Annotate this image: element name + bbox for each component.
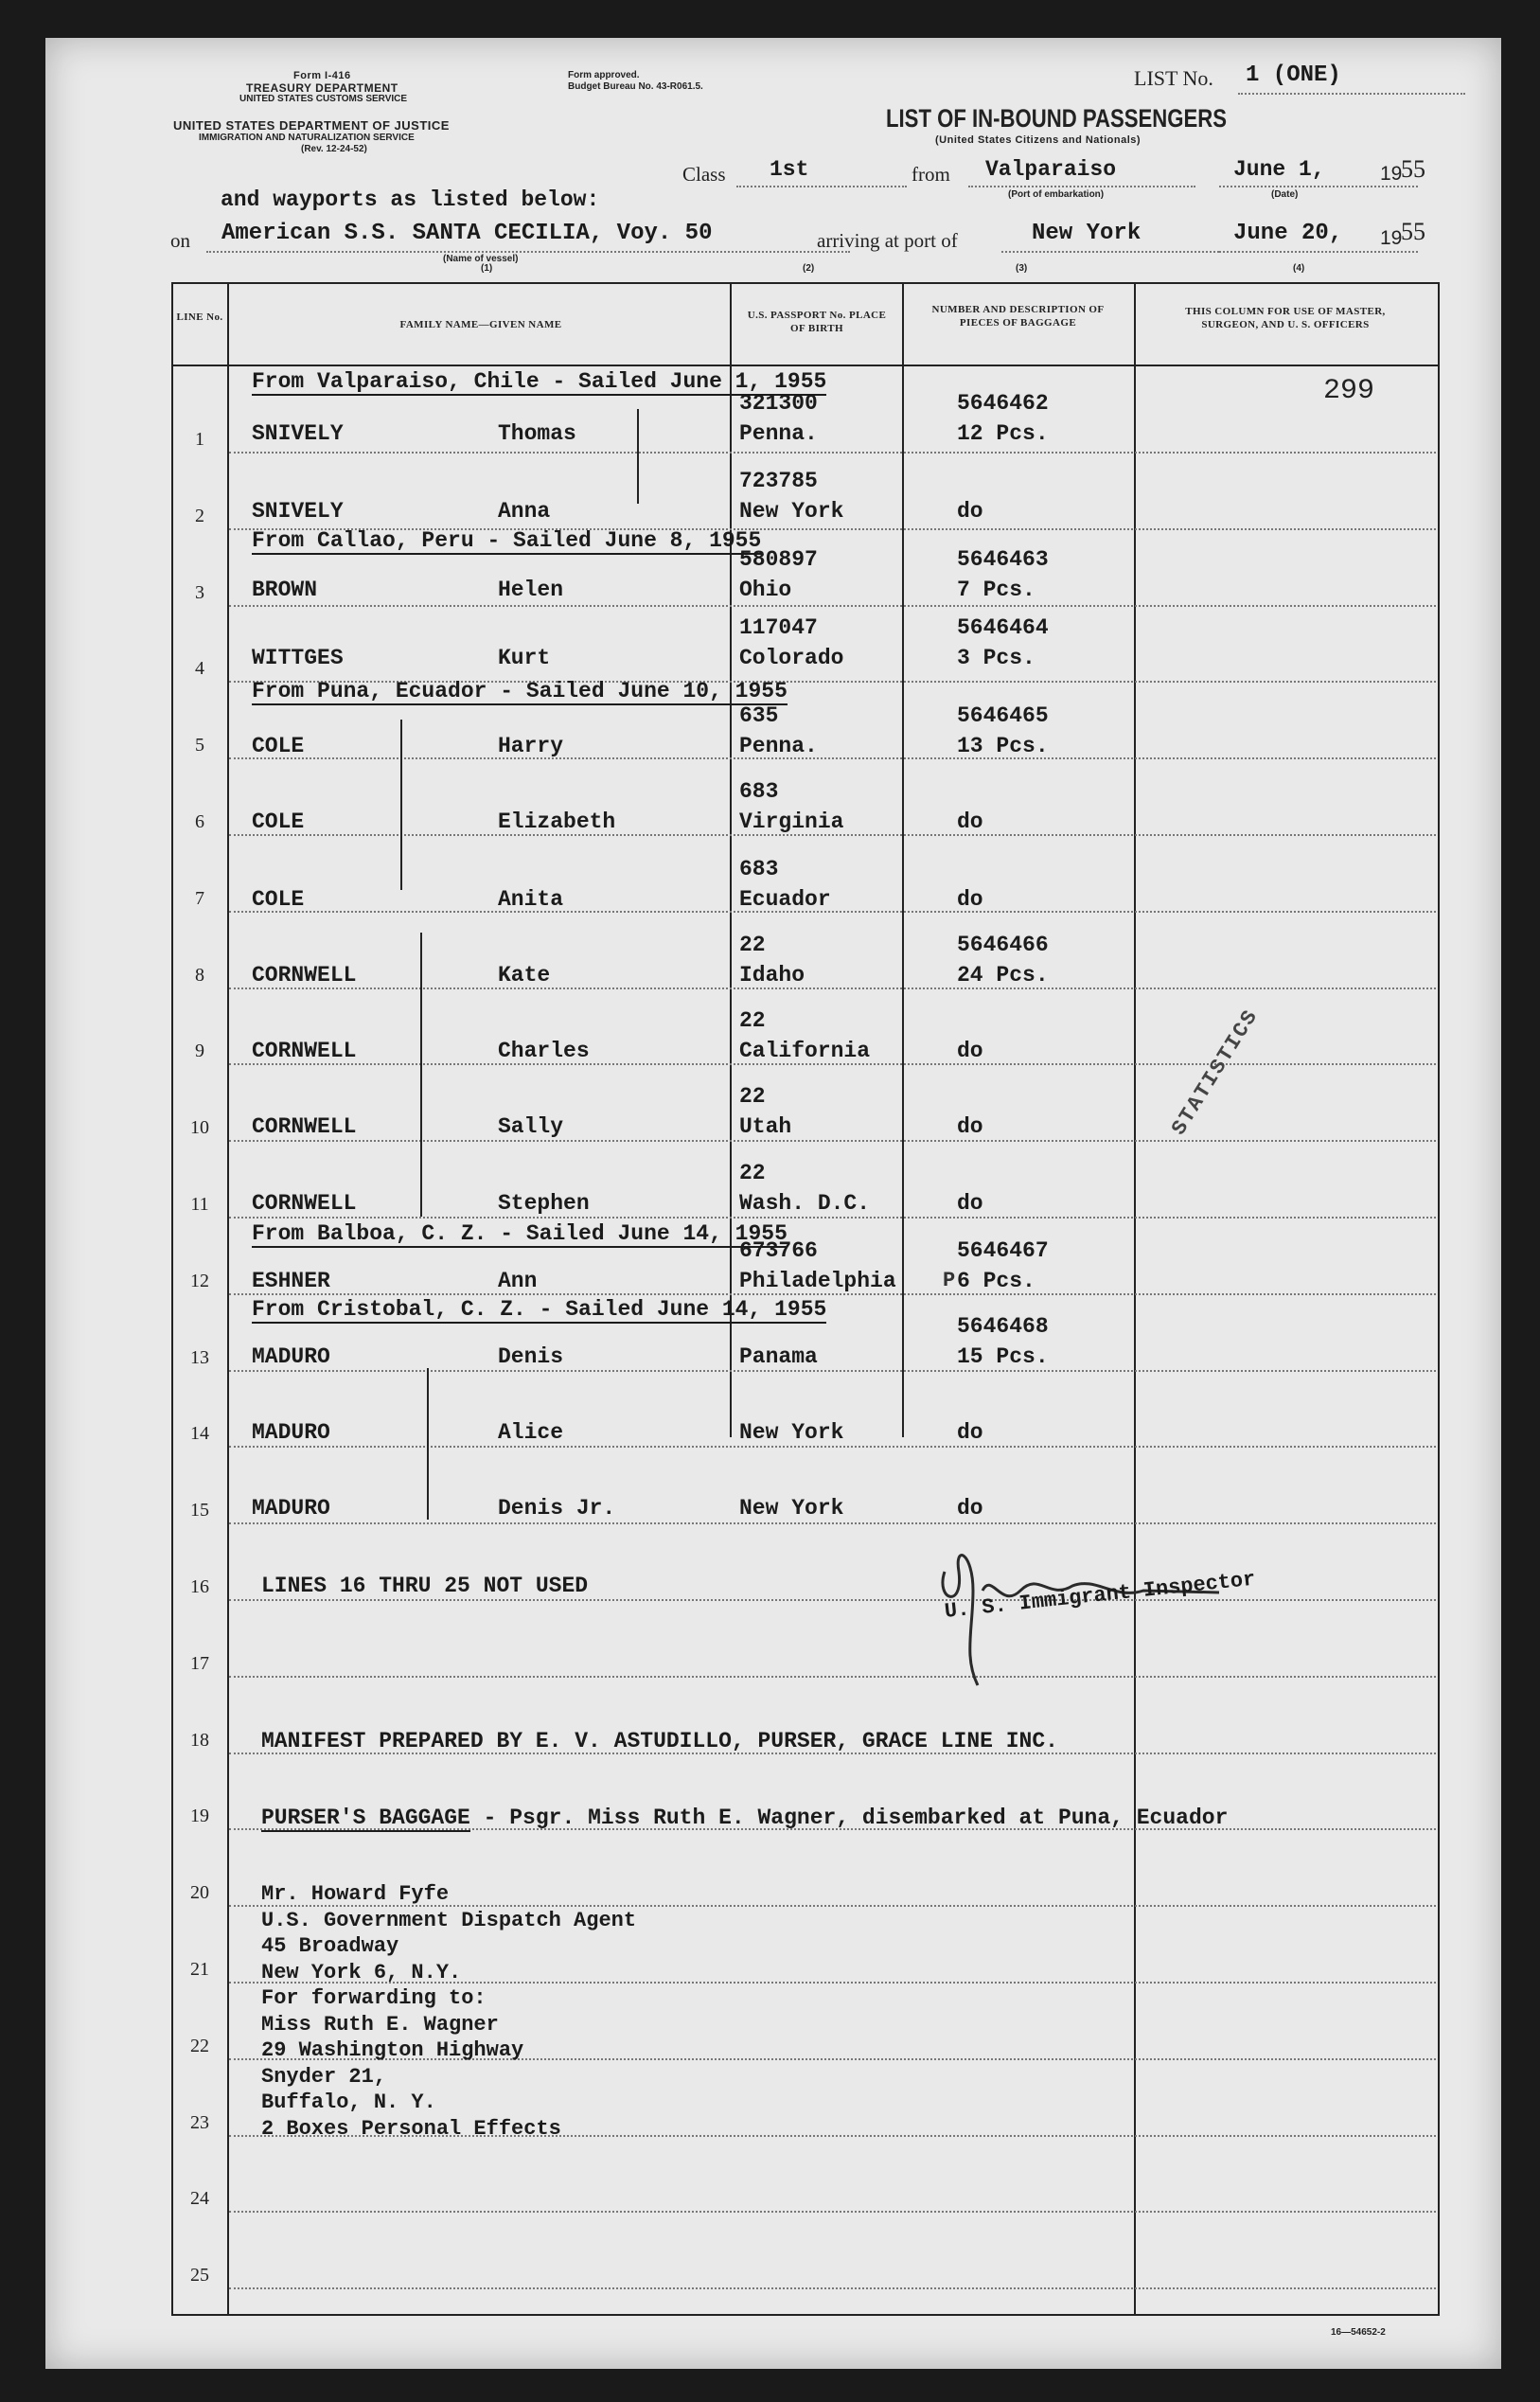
passenger-baggage: 12 Pcs. [957,421,1049,446]
passenger-baggage: 13 Pcs. [957,734,1049,758]
line-number: 9 [195,1041,204,1062]
passenger-birthplace: Colorado [739,646,844,670]
port-caption: (Port of embarkation) [1008,189,1105,200]
date-embarkation: June 1, [1233,157,1325,182]
address-line: Snyder 21, [261,2064,387,2089]
passenger-baggage: 3 Pcs. [957,646,1036,670]
officer-number: 299 [1323,375,1375,407]
line-number: 23 [190,2111,209,2133]
passenger-birthplace: Utah [739,1114,792,1139]
line-number: 15 [190,1500,209,1521]
passenger-passport: 723785 [739,469,818,493]
date-year: 55 [1401,155,1425,183]
passenger-given-name: Alice [498,1420,564,1445]
vessel-name: American S.S. SANTA CECILIA, Voy. 50 [221,221,713,246]
row-line [229,1446,1436,1448]
arrival-year: 55 [1401,218,1425,245]
list-no-value: 1 (ONE) [1246,62,1341,88]
arrival-year-prefix: 19 [1380,227,1403,249]
passenger-family-name: COLE [252,887,305,912]
passenger-baggage-number: 5646466 [957,933,1049,957]
passenger-family-name: CORNWELL [252,1191,357,1216]
row-line [229,834,1436,836]
line-number: 1 [195,429,204,450]
bracket-snively [637,409,639,504]
col-header-name: FAMILY NAME—GIVEN NAME [399,319,562,330]
bracket-cole [400,720,402,890]
passenger-baggage: do [957,1496,983,1521]
passenger-passport: 683 [739,779,779,804]
passenger-given-name: Thomas [498,421,576,446]
line-number: 6 [195,811,204,832]
budget-bureau: Budget Bureau No. 43-R061.5. [568,81,703,92]
row-line [229,2211,1436,2213]
doj: UNITED STATES DEPARTMENT OF JUSTICE [173,118,450,133]
address-line: 2 Boxes Personal Effects [261,2116,561,2141]
line-number: 20 [190,1882,209,1904]
address-line: Mr. Howard Fyfe [261,1882,450,1906]
passenger-passport: 22 [739,1008,766,1033]
passenger-passport: 117047 [739,615,818,640]
caption-1: (1) [481,263,493,274]
passenger-birthplace: New York [739,1496,844,1521]
arrival-port: New York [1032,221,1142,246]
baggage-note-12: P [943,1269,956,1292]
section-callao: From Callao, Peru - Sailed June 8, 1955 [252,528,762,553]
address-line: Miss Ruth E. Wagner [261,2012,499,2037]
statistics-stamp: STATISTICS [1167,1005,1264,1140]
row-line [229,1140,1436,1142]
table-top-border [171,282,1440,284]
address-line: 29 Washington Highway [261,2038,524,2062]
form-approved: Form approved. [568,70,640,80]
row-line [229,1293,1436,1295]
line-number: 8 [195,964,204,986]
passenger-baggage: 15 Pcs. [957,1344,1049,1369]
passenger-birthplace: Philadelphia [739,1269,896,1293]
bracket-cornwell [420,933,422,1217]
passenger-passport: 580897 [739,547,818,572]
line-number: 16 [190,1576,209,1597]
row-line [229,2287,1436,2289]
passenger-passport: 683 [739,857,779,881]
line-number: 2 [195,505,204,526]
table-bottom-border [171,2314,1440,2316]
passenger-baggage: 24 Pcs. [957,963,1049,987]
table-header-border [171,365,1440,366]
passenger-given-name: Elizabeth [498,810,616,834]
row-line [229,605,1436,607]
passenger-baggage-number: 5646463 [957,547,1049,572]
passenger-family-name: COLE [252,734,305,758]
row-line [229,1063,1436,1065]
passenger-birthplace: Ohio [739,578,792,602]
passenger-family-name: ESHNER [252,1269,330,1293]
passenger-given-name: Ann [498,1269,538,1293]
address-line: 45 Broadway [261,1934,399,1958]
manifest-sheet [45,38,1501,2369]
passenger-baggage: do [957,1191,983,1216]
passenger-baggage-number: 5646467 [957,1238,1049,1263]
passenger-birthplace: Penna. [739,421,818,446]
passenger-birthplace: Ecuador [739,887,831,912]
passenger-family-name: CORNWELL [252,1114,357,1139]
passenger-given-name: Denis Jr. [498,1496,616,1521]
passenger-given-name: Stephen [498,1191,590,1216]
passenger-baggage: do [957,1114,983,1139]
address-line: Buffalo, N. Y. [261,2091,436,2114]
row-line [229,757,1436,759]
row-line [229,987,1436,989]
date-caption: (Date) [1271,189,1299,200]
passenger-family-name: COLE [252,810,305,834]
revision: (Rev. 12-24-52) [301,144,367,154]
passenger-passport: 22 [739,1161,766,1185]
row-line [229,911,1436,913]
document-subtitle: (United States Citizens and Nationals) [935,134,1142,146]
row-line [229,1370,1436,1372]
line-number: 18 [190,1729,209,1751]
passenger-given-name: Sally [498,1114,564,1139]
section-puna: From Puna, Ecuador - Sailed June 10, 1955 [252,679,788,703]
passenger-family-name: CORNWELL [252,1039,357,1063]
passenger-given-name: Denis [498,1344,564,1369]
passenger-family-name: CORNWELL [252,963,357,987]
passenger-baggage: 7 Pcs. [957,578,1036,602]
line-number: 7 [195,887,204,909]
line-number: 21 [190,1959,209,1980]
passenger-birthplace: Virginia [739,810,844,834]
passenger-family-name: MADURO [252,1344,330,1369]
passenger-baggage: do [957,499,983,524]
passenger-family-name: SNIVELY [252,499,344,524]
line-number: 4 [195,658,204,680]
passenger-baggage: do [957,1420,983,1445]
passenger-given-name: Kate [498,963,551,987]
passenger-birthplace: Idaho [739,963,805,987]
list-no-label: LIST No. [1134,66,1213,90]
passenger-baggage: do [957,1039,983,1063]
class-label: Class [682,163,726,186]
line-number: 14 [190,1423,209,1445]
line-number: 3 [195,581,204,603]
col-header-passport: U.S. PASSPORT No. PLACE OF BIRTH [747,310,887,334]
passenger-given-name: Anita [498,887,564,912]
pursers-baggage [261,1806,1228,1830]
passenger-birthplace: New York [739,499,844,524]
ins: IMMIGRATION AND NATURALIZATION SERVICE [199,133,415,143]
passenger-baggage-number: 5646468 [957,1314,1049,1339]
passenger-birthplace: California [739,1039,871,1063]
line-number: 24 [190,2188,209,2210]
treasury-dept: TREASURY DEPARTMENT [246,81,398,95]
line-number: 22 [190,2035,209,2056]
passenger-passport: 22 [739,1084,766,1109]
line-number: 11 [190,1194,209,1215]
col-header-baggage: NUMBER AND DESCRIPTION OF PIECES OF BAGGAGE [931,304,1105,329]
line-number: 12 [190,1270,209,1291]
row-line [229,1676,1436,1678]
footer-code: 16—54652-2 [1331,2327,1386,2338]
form-number: Form I-416 [293,70,351,81]
document-title: LIST OF IN-BOUND PASSENGERS [886,104,1228,133]
vessel-caption: (Name of vessel) [443,254,519,264]
address-line: New York 6, N.Y. [261,1960,462,1984]
passenger-passport: 635 [739,703,779,728]
caption-3: (3) [1016,263,1028,274]
passenger-birthplace: New York [739,1420,844,1445]
date-year-prefix: 19 [1380,163,1403,185]
row-line [229,1522,1436,1524]
passenger-passport: 673766 [739,1238,818,1263]
on-label: on [170,229,190,252]
col-header-officers: THIS COLUMN FOR USE OF MASTER, SURGEON, AND U. S. OFFICERS [1185,306,1386,330]
line-number: 19 [190,1806,209,1827]
passenger-family-name: MADURO [252,1496,330,1521]
row-line [229,1599,1436,1601]
passenger-given-name: Kurt [498,646,551,670]
lines-not-used: LINES 16 THRU 25 NOT USED [261,1574,589,1598]
passenger-given-name: Helen [498,578,564,602]
section-balboa: From Balboa, C. Z. - Sailed June 14, 1955 [252,1221,788,1246]
passenger-family-name: WITTGES [252,646,344,670]
line-number: 25 [190,2265,209,2286]
pursers-baggage-text: - Psgr. Miss Ruth E. Wagner, disembarked at Puna, Ecuador [469,1806,1229,1830]
row-line [229,452,1436,454]
line-number: 5 [195,735,204,756]
section-cristobal: From Cristobal, C. Z. - Sailed June 14, 1955 [252,1297,827,1322]
wayports-text: and wayports as listed below: [221,187,600,212]
inspector-title: U. S. Immigrant Inspector [943,1567,1257,1624]
passenger-given-name: Charles [498,1039,590,1063]
bracket-maduro [427,1368,429,1520]
passenger-given-name: Harry [498,734,564,758]
line-number: 13 [190,1346,209,1368]
passenger-passport: 321300 [739,391,818,416]
section-valparaiso: From Valparaiso, Chile - Sailed June 1, 1955 [252,369,827,394]
passenger-birthplace: Panama [739,1344,818,1369]
passenger-baggage-number: 5646464 [957,615,1049,640]
caption-4: (4) [1293,263,1305,274]
line-number: 10 [190,1117,209,1139]
passenger-baggage: do [957,887,983,912]
arriving-label: arriving at port of [817,229,958,252]
manifest-prepared: MANIFEST PREPARED BY E. V. ASTUDILLO, PURSER, GRACE LINE INC. [261,1729,1058,1753]
passenger-birthplace: Penna. [739,734,818,758]
address-line: For forwarding to: [261,1986,487,2010]
address-line: U.S. Government Dispatch Agent [261,1908,637,1932]
from-label: from [912,163,950,186]
passenger-family-name: MADURO [252,1420,330,1445]
passenger-birthplace: Wash. D.C. [739,1191,871,1216]
col-header-line: LINE No. [176,311,223,323]
line-number: 17 [190,1652,209,1674]
passenger-baggage-number: 5646462 [957,391,1049,416]
passenger-baggage: do [957,810,983,834]
class-value: 1st [770,157,809,182]
caption-2: (2) [803,263,815,274]
passenger-baggage-number: 5646465 [957,703,1049,728]
passenger-passport: 22 [739,933,766,957]
date-arrival: June 20, [1233,221,1343,246]
passenger-baggage: 6 Pcs. [957,1269,1036,1293]
embarkation-port: Valparaiso [985,157,1117,182]
passenger-given-name: Anna [498,499,551,524]
customs-service: UNITED STATES CUSTOMS SERVICE [239,94,408,104]
pursers-baggage-label: PURSER'S BAGGAGE [261,1806,470,1830]
passenger-family-name: BROWN [252,578,318,602]
row-line [229,1217,1436,1219]
passenger-family-name: SNIVELY [252,421,344,446]
